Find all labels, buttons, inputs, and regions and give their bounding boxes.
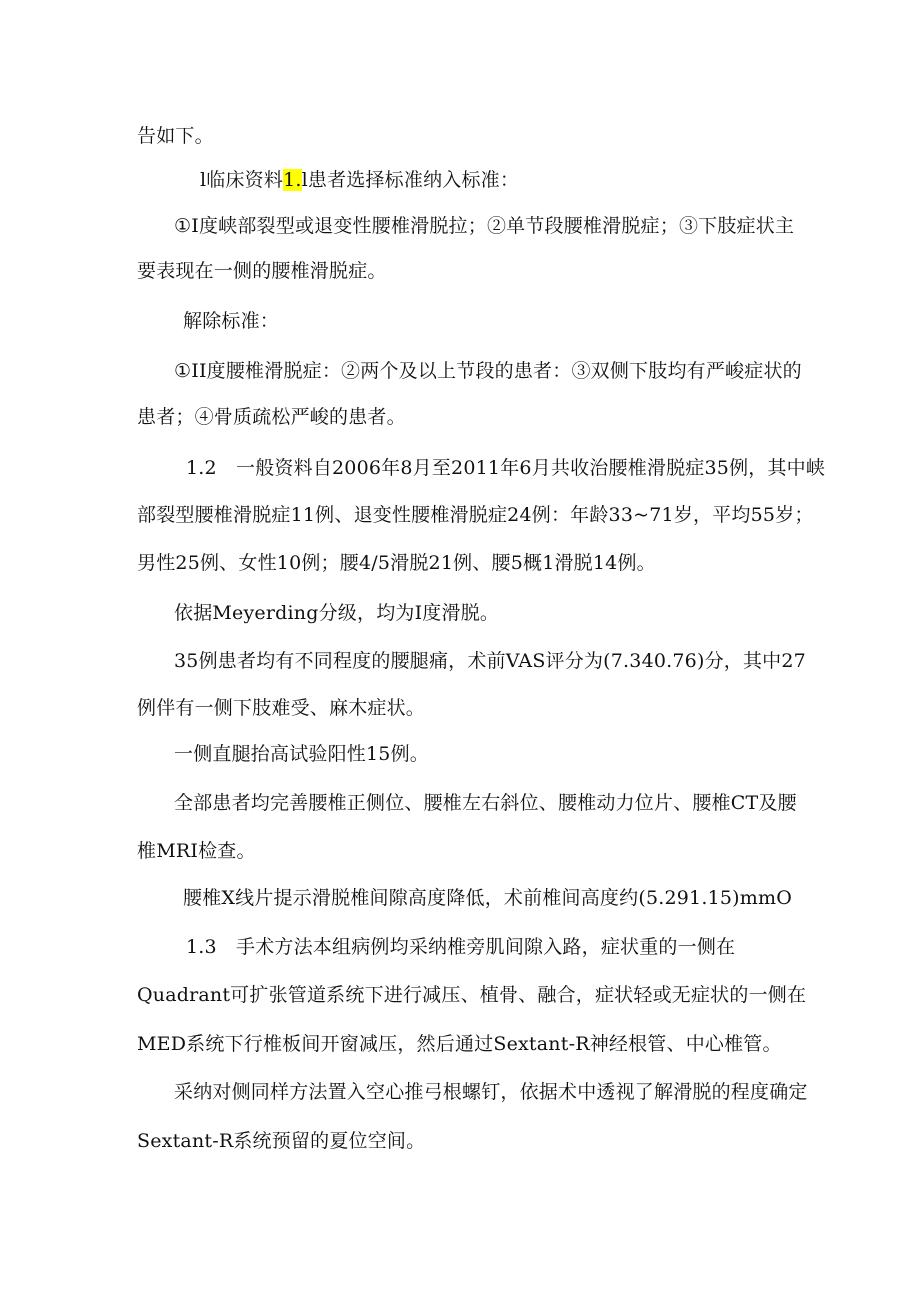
heading-part-a: l临床资料 xyxy=(200,169,284,191)
text-line-17: 腰椎X线片提示滑脱椎间隙高度降低，术前椎间高度约(5.291.15)mmO xyxy=(183,887,792,909)
text-line-5: 解除标准： xyxy=(183,310,280,332)
text-line-13: 例伴有一侧下肢难受、麻木症状。 xyxy=(137,697,426,719)
text-line-20: MED系统下行椎板间开窗减压，然后通过Sextant-R神经根管、中心椎管。 xyxy=(137,1033,782,1055)
text-line-12: 35例患者均有不同程度的腰腿痛，术前VAS评分为(7.340.76)分，其中27 xyxy=(174,650,806,672)
text-line-1: 告如下。 xyxy=(137,125,214,147)
heading-part-b: l患者选择标准纳入标准： xyxy=(301,169,520,191)
text-line-6: ①II度腰椎滑脱症：②两个及以上节段的患者：③双侧下肢均有严峻症状的 xyxy=(174,360,802,382)
text-line-8: 1.2 一般资料自2006年8月至2011年6月共收治腰椎滑脱症35例，其中峡 xyxy=(186,457,826,479)
text-line-4: 要表现在一侧的腰椎滑脱症。 xyxy=(137,260,387,282)
highlighted-text: 1. xyxy=(283,169,302,191)
text-line-3: ①I度峡部裂型或退变性腰椎滑脱拉；②单节段腰椎滑脱症；③下肢症状主 xyxy=(174,215,795,237)
text-line-10: 男性25例、女性10例；腰4/5滑脱21例、腰5概1滑脱14例。 xyxy=(137,552,656,574)
text-line-19: Quadrant可扩张管道系统下进行减压、植骨、融合，症状轻或无症状的一侧在 xyxy=(137,984,807,1006)
section-heading-1-1 xyxy=(200,168,519,192)
text-line-16: 椎MRI检查。 xyxy=(137,840,256,862)
text-line-7: 患者；④骨质疏松严峻的患者。 xyxy=(137,406,406,428)
text-line-18: 1.3 手术方法本组病例均采纳椎旁肌间隙入路，症状重的一侧在 xyxy=(186,936,736,958)
text-line-9: 部裂型腰椎滑脱症11例、退变性腰椎滑脱症24例：年龄33~71岁，平均55岁； xyxy=(137,504,814,526)
text-line-11: 依据Meyerding分级，均为I度滑脱。 xyxy=(174,602,500,624)
text-line-14: 一侧直腿抬高试验阳性15例。 xyxy=(174,743,429,765)
text-line-21: 采纳对侧同样方法置入空心推弓根螺钉，依据术中透视了解滑脱的程度确定 xyxy=(174,1081,808,1103)
text-line-15: 全部患者均完善腰椎正侧位、腰椎左右斜位、腰椎动力位片、腰椎CT及腰 xyxy=(174,792,797,814)
text-line-22: Sextant-R系统预留的夏位空间。 xyxy=(137,1130,426,1152)
